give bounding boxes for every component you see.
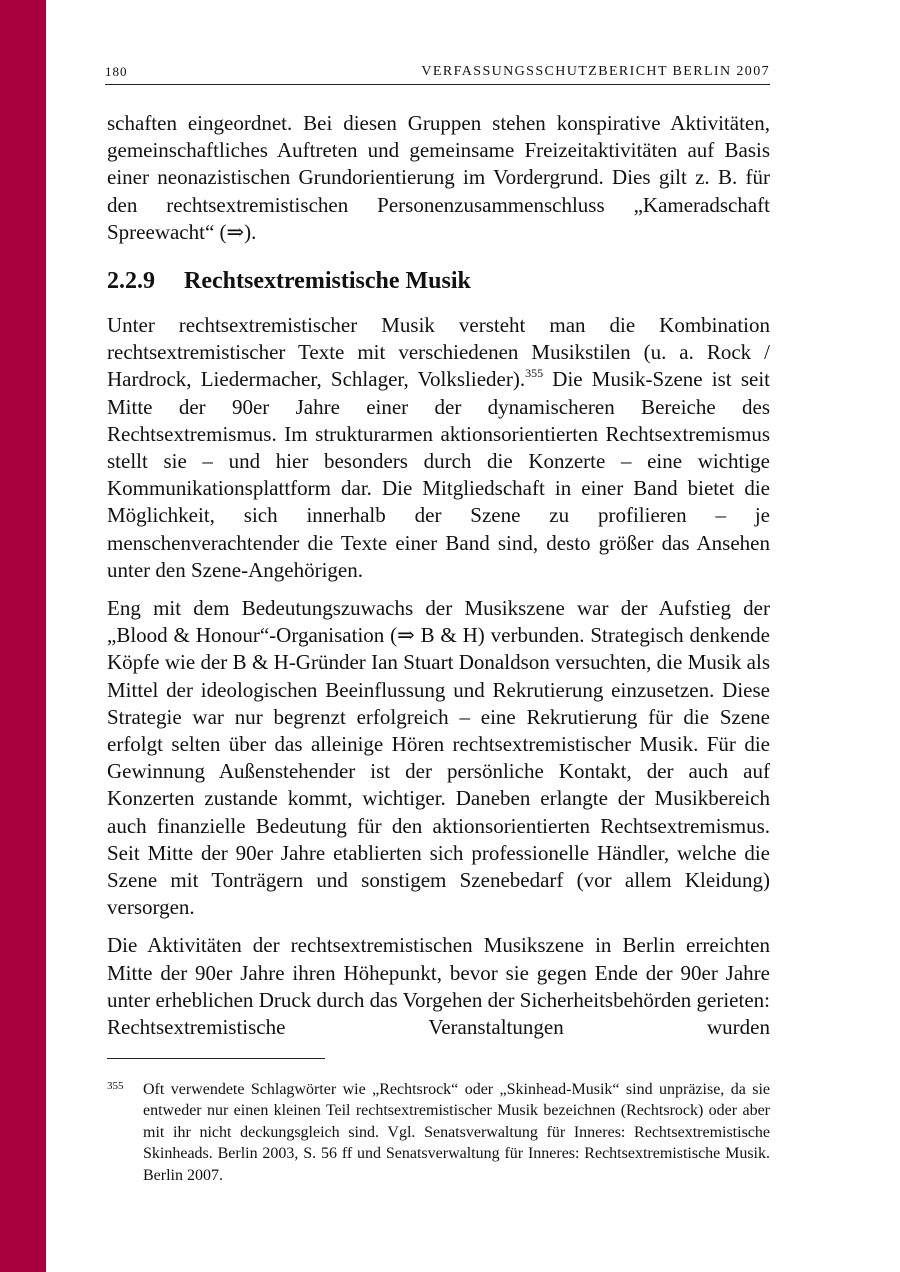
side-color-bar [0, 0, 46, 1272]
footnote-reference[interactable]: 355 [525, 366, 544, 381]
footnote-text: Oft verwendete Schlagwörter wie „Rechtsrock“ oder „Skinhead-Musik“ sind unpräzise, da sie entweder nur einen kleinen Teil rechtsextremistischer Musik bezeichnen (Rechtsrock) oder aber mit ihr nicht deckungsgleich sind. Vgl. Senatsverwaltung für Inneres: Rechtsextremistische Skinheads. Berlin 2003, S. 56 ff und Senatsverwaltung für Inneres: Rechtsextremistische Musik. Berlin 2007. [143, 1081, 770, 1184]
section-title: Rechtsextremistische Musik [184, 268, 471, 295]
footnote-355 [107, 1079, 770, 1186]
footnote-mark: 355 [107, 1080, 124, 1092]
paragraph-berlin-scene: Die Aktivitäten der rechtsextremistischen Musikszene in Berlin erreichten Mitte der 90er Jahre ihren Höhepunkt, bevor sie gegen Ende der 90er Jahre unter erheblichen Druck durch das Vorgehen der Sicherheitsbehörden gerieten: Rechtsextremistische Veranstaltungen wurden [107, 933, 770, 1040]
paragraph-1-text-after-note: Die Musik-Szene ist seit Mitte der 90er Jahre einer der dynamischeren Bereiche des Rechtsextremismus. Im strukturarmen aktionsorientierten Rechtsextremismus stellt sie – und hier besonders durch die Konzerte – eine wichtige Kommunikationsplattform dar. Die Mitgliedschaft in einer Band bietet die Möglichkeit, sich innerhalb der Szene zu profilieren – je menschenverachtender die Texte einer Band sind, desto größer das Ansehen unter den Szene-Angehörigen. [107, 367, 770, 582]
paragraph-blood-honour: Eng mit dem Bedeutungszuwachs der Musikszene war der Aufstieg der „Blood & Honour“-Organisation (⇒ B & H) verbunden. Strategisch denkende Köpfe wie der B & H-Gründer Ian Stuart Donaldson versuchten, die Musik als Mittel der ideologischen Beeinflussung und Rekrutierung einzusetzen. Diese Strategie war nur begrenzt erfolgreich – eine Rekrutierung für die Szene erfolgt selten über das alleinige Hören rechtsextremistischer Musik. Für die Gewinnung Außenstehender ist der persönliche Kontakt, der auch auf Konzerten zustande kommt, wichtiger. Daneben erlangte der Musikbereich auch finanzielle Bedeutung für den aktionsorientierten Rechtsextremismus. Seit Mitte der 90er Jahre etablierten sich professionelle Händler, welche die Szene mit Tonträgern und sonstigem Szenebedarf (vor allem Kleidung) versorgen. [107, 596, 770, 920]
page-body [107, 110, 770, 1052]
page-header [105, 62, 770, 85]
running-title: VERFASSUNGSSCHUTZBERICHT BERLIN 2007 [421, 64, 770, 79]
intro-paragraph: schaften eingeordnet. Bei diesen Gruppen stehen konspirative Aktivitäten, gemeinschaftliches Auftreten und gemeinsame Freizeitaktivitäten auf Basis einer neonazistischen Grundorientierung im Vordergrund. Dies gilt z. B. für den rechtsextremistischen Personenzusammenschluss „Kameradschaft Spreewacht“ (⇒). [107, 111, 770, 244]
section-heading [107, 266, 770, 296]
paragraph-1-text-before-note: Unter rechtsextremistischer Musik versteht man die Kombination rechtsextremistischer Texte mit verschiedenen Musikstilen (u. a. Rock / Hardrock, Liedermacher, Schlager, Volkslieder). [107, 313, 770, 392]
paragraph-music-definition [107, 312, 770, 584]
section-number: 2.2.9 [107, 268, 155, 295]
footnote-separator [107, 1058, 325, 1059]
page-number: 180 [105, 64, 128, 79]
